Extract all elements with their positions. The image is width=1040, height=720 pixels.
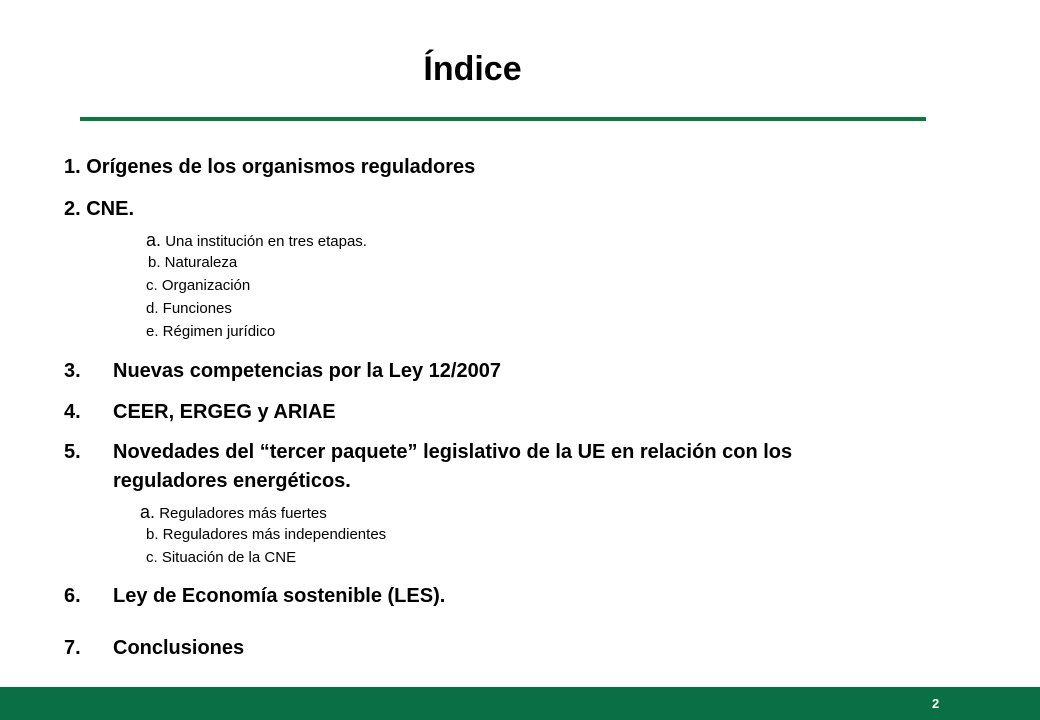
index-item-3-text: Nuevas competencias por la Ley 12/2007 [113, 360, 501, 382]
index-item-4-number: 4. [64, 401, 81, 423]
index-item-6-number: 6. [64, 585, 81, 607]
index-item-4 [64, 401, 336, 424]
index-item-2: 2. CNE. [64, 198, 135, 220]
index-item-1: 1. Orígenes de los organismos reguladores [64, 156, 476, 178]
title-divider [80, 117, 926, 121]
index-item-6-text: Ley de Economía sostenible (LES). [113, 585, 446, 607]
index-item-5-number: 5. [64, 441, 81, 463]
index-item-5-line2: reguladores energéticos. [113, 470, 351, 492]
cne-subitem-e: e. Régimen jurídico [146, 323, 276, 340]
ue-subitem-a-text: Reguladores más fuertes [159, 505, 327, 522]
index-item-6 [64, 585, 445, 608]
index-item-3-number: 3. [64, 360, 81, 382]
index-item-7 [64, 637, 244, 660]
page-title: Índice [423, 50, 522, 88]
cne-subitem-a-text: Una institución en tres etapas. [165, 233, 367, 250]
cne-subitem-d: d. Funciones [146, 300, 232, 317]
ue-subitem-b: b. Reguladores más independientes [146, 526, 387, 543]
cne-subitem-c: c. Organización [146, 277, 251, 294]
ue-subitem-c: c. Situación de la CNE [146, 549, 297, 566]
footer-bar [0, 687, 1040, 720]
index-item-5 [64, 441, 792, 464]
ue-subitem-a-letter: a. [140, 502, 156, 522]
cne-subitem-a-letter: a. [146, 230, 162, 250]
ue-subitem-a [140, 502, 327, 523]
cne-subitem-a [146, 230, 367, 251]
page-number: 2 [932, 696, 940, 711]
index-item-5-line1: Novedades del “tercer paquete” legislativo de la UE en relación con los [113, 441, 793, 463]
index-item-4-text: CEER, ERGEG y ARIAE [113, 401, 336, 423]
index-item-3 [64, 360, 501, 383]
index-item-7-text: Conclusiones [113, 637, 245, 659]
cne-subitem-b: b. Naturaleza [148, 254, 238, 271]
index-item-7-number: 7. [64, 637, 81, 659]
